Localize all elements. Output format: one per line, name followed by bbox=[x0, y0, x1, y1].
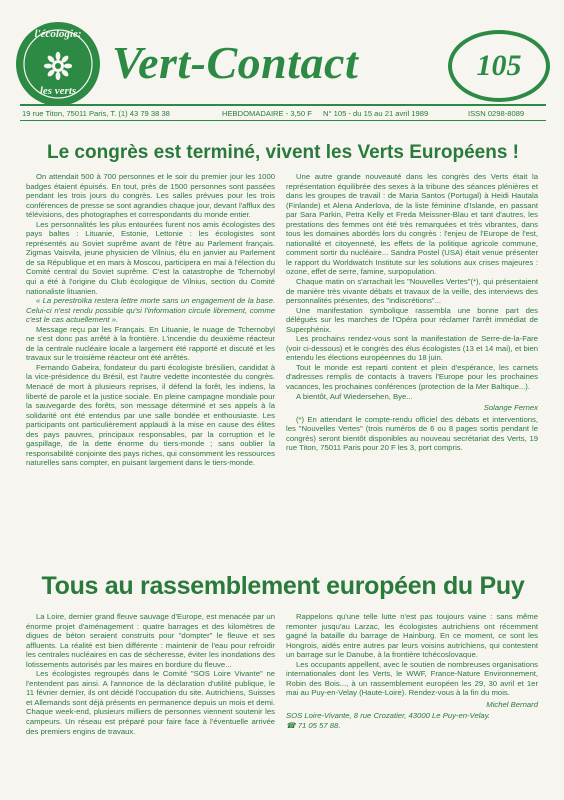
article1-left-p1: On attendait 500 à 700 personnes et le soir du premier jour les 1000 badges étaient épuisés. En tout, près de 1500 personnes sont passées pendant les trois jours du congrès. Les salles prévues pour les trois conférences de presse se sont agrandies chaque jour, devant l'afflux des télévisions, des photographes et correspondants du monde entier. bbox=[26, 172, 275, 220]
article1-right-p5: Tout le monde est reparti content et plein d'espérance, les carnets d'adresses remplis de contacts à travers l'Europe pour les prochaines vacances, les prochaines conférences (protection de la Mer Baltique...). bbox=[286, 362, 538, 392]
issue-number: 105 bbox=[476, 49, 522, 82]
article1-left-p2: Les personnalités les plus entourées furent nos amis écologistes des pays baltes : Lituanie, Estonie, Lettonie : les écologistes sont représentés au Soviet suprême avant de l'être au Parlement français. Zigmas Vaisvila, jeune physicien de Vilnius, élu en janvier au Parlement de sa République et en mars à Moscou, participera en mai à l'élection du Comité central du Soviet suprême. C'est la catastrophe de Tchernobyl qui a été à l'origine du Club écologique de Vilnius, section du Comité nationaliste lituanien. bbox=[26, 219, 275, 296]
article1-right-column bbox=[286, 172, 538, 453]
article2-left-column bbox=[26, 612, 275, 736]
article1-headline: Le congrès est terminé, vivent les Verts Européens ! bbox=[46, 142, 519, 163]
article2-signature: Michel Bernard bbox=[486, 699, 538, 709]
article1-right-p1: Une autre grande nouveauté dans les congrès des Verts était la représentation équilibrée des sexes à la tribune des séances plénières et dans les groupes de travail : de Maria Santos (Portugal) à Heidi Hautala (Finlande) et Alena Anderlova, de la liste féminine d'Islande, en passant par Sara Parkin, Petra Kelly et Freda Meissner-Blau et tant d'autres, les prestations des femmes ont été très remarquées et très vibrantes, dans tous les domaines abordés lors du congrès : l'enjeu de l'Europe de l'est, nationalité et citoyenneté, les effets de la politique agricole commune, comment sortir du nucléaire... Sandra Postel (USA) était venue présenter le rapport du Worldwatch Institute sur les solutions aux crises majeures : ozone, effet de serre, famine, surpopulation. bbox=[286, 172, 538, 277]
article1-right-p6: A bientôt, Auf Wiedersehen, Bye... bbox=[296, 391, 413, 401]
article2-contact-address: SOS Loire-Vivante, 8 rue Crozatier, 43000 Le Puy-en-Velay. bbox=[286, 711, 491, 721]
article2-headline: Tous au rassemblement européen du Puy bbox=[41, 572, 525, 600]
article2-right-p2: Les occupants appellent, avec le soutien de nombreuses organisations internationales dont les Verts, le WWF, France-Nature Environnement, Robin des Bois..., à un rassemblement européen les 29, 30 avril et 1er mai au Puy-en-Velay (Haute-Loire). Rendez-vous à la fin du mois. bbox=[286, 659, 538, 698]
meta-issn: ISSN 0298-8089 bbox=[468, 109, 525, 118]
article2-right-p1: Rappelons qu'une telle lutte n'est pas toujours vaine : sans même remonter jusqu'au Larzac, les écologistes autrichiens ont récemment gagné la bataille du barrage de Hainburg. En ce moment, ce sont les Hongrois, aidés entre autres par leurs voisins autrichiens, qui contestent un barrage sur le Danube, à la frontière tchécoslovaque. bbox=[286, 612, 538, 660]
article1-left-p4: Fernando Gabeira, fondateur du parti écologiste brésilien, candidat à la vice-présidence du Brésil, est l'autre vedette incontestée du congrès. Menacé de mort à plusieurs reprises, il défend la forêt, les indiens, la liberté de parole et la justice sociale. En pleine campagne mondiale pour la sauvegarde des forêts, son message déterminé et ses appels à la solidarité ont été entendus par une salle bondée et enthousiaste. Les participants ont particulièrement applaudi à la mise en cause des élites des pays pauvres, principaux responsables, par la corruption et le gaspillage, de la dette énorme du tiers-monde ; sans oublier la responsabilité conjointe des pays riches, qui consomment les ressources naturelles sans compter, en puisant largement dans le tiers-monde. bbox=[26, 362, 275, 468]
article1-left-quote: « La perestroïka restera lettre morte sans un engagement de la base. Celui-ci n'est rendu possible qu'si l'information circule librement, comme c'est le cas actuellement ». bbox=[26, 296, 275, 325]
masthead-title: Vert-Contact bbox=[112, 37, 359, 88]
article2-left-p1: La Loire, dernier grand fleuve sauvage d'Europe, est menacée par un énorme projet d'aménagement : quatre barrages et des kilomètres de digues de béton seraient construits pour "dompter" le fleuve et ses affluents. La réalité est bien différente : maintenir de l'eau pour refroidir les centrales nucléaires en cas de sécheresse, éviter les inondations des lotissements autorisés par les maires en bordure du fleuve... bbox=[26, 612, 275, 669]
article1-left-column bbox=[26, 172, 275, 468]
logo-text-top: l'écologie: bbox=[34, 28, 82, 40]
article1-signature: Solange Fernex bbox=[483, 403, 538, 413]
logo-text-bottom: les verts bbox=[39, 85, 77, 97]
masthead-rule bbox=[20, 104, 546, 106]
article1-footnote: (*) En attendant le compte-rendu officiel des débats et interventions, les "Nouvelles Vertes" (trois numéros de 6 ou 8 pages sortis pendant le congrès) seront bientôt disponibles au nouveau secrétariat des Verts, 19 rue Titon, 75011 Paris pour 20 F les 3, port compris. bbox=[286, 414, 538, 453]
meta-issue-date: N° 105 - du 15 au 21 avril 1989 bbox=[323, 109, 429, 118]
article1-right-p2: Chaque matin on s'arrachait les "Nouvelles Vertes"(*), qui présentaient de manière très vivante débats et travaux de la veille, des interviews des personnalités présentes, des "indiscrétions"... bbox=[286, 277, 538, 306]
article1-left-p3: Message reçu par les Français. En Lituanie, le nuage de Tchernobyl ne s'est donc pas arrêté à la frontière. L'incendie du deuxième réacteur de la centrale nucléaire locale a largement été rapporté et discuté et les travaux sur le troisième réacteur ont été arrêtés. bbox=[26, 324, 275, 363]
les-verts-logo bbox=[16, 22, 100, 106]
meta-frequency: HEBDOMADAIRE - 3,50 F bbox=[222, 109, 312, 118]
article2-right-column bbox=[286, 612, 538, 731]
article2-left-p2: Les écologistes regroupés dans le Comité "SOS Loire Vivante" ne l'entendent pas ainsi. A l'annonce de la déclaration d'utilité publique, le 11 février dernier, ils ont décidé l'occupation du site. Autrichiens, Suisses et Allemands sont déjà présents en permanence depuis un mois et demi. Chaque week-end, plusieurs milliers de personnes viennent soutenir les campeurs. Un réseau est préparé pour faire face à l'éventuelle arrivée des premiers engins de travaux. bbox=[26, 669, 275, 736]
meta-address: 19 rue Titon, 75011 Paris, T. (1) 43 79 38 38 bbox=[22, 109, 170, 118]
article1-right-p4: Les prochains rendez-vous sont la manifestation de Serre-de-la-Fare (voir ci-dessous) et le congrès des élus écologistes (13 et 14 mai), et bien entendu les élections européennes du 18 juin. bbox=[286, 334, 538, 363]
article2-contact-phone: ☎ 71 05 57 88. bbox=[286, 721, 341, 731]
meta-rule bbox=[20, 120, 546, 121]
article1-right-p3: Une manifestation symbolique rassembla une bonne part des délégués sur les marches de l'Opéra pour réclamer l'arrêt immédiat de Superphénix. bbox=[286, 305, 538, 334]
issue-number-badge bbox=[448, 30, 550, 102]
